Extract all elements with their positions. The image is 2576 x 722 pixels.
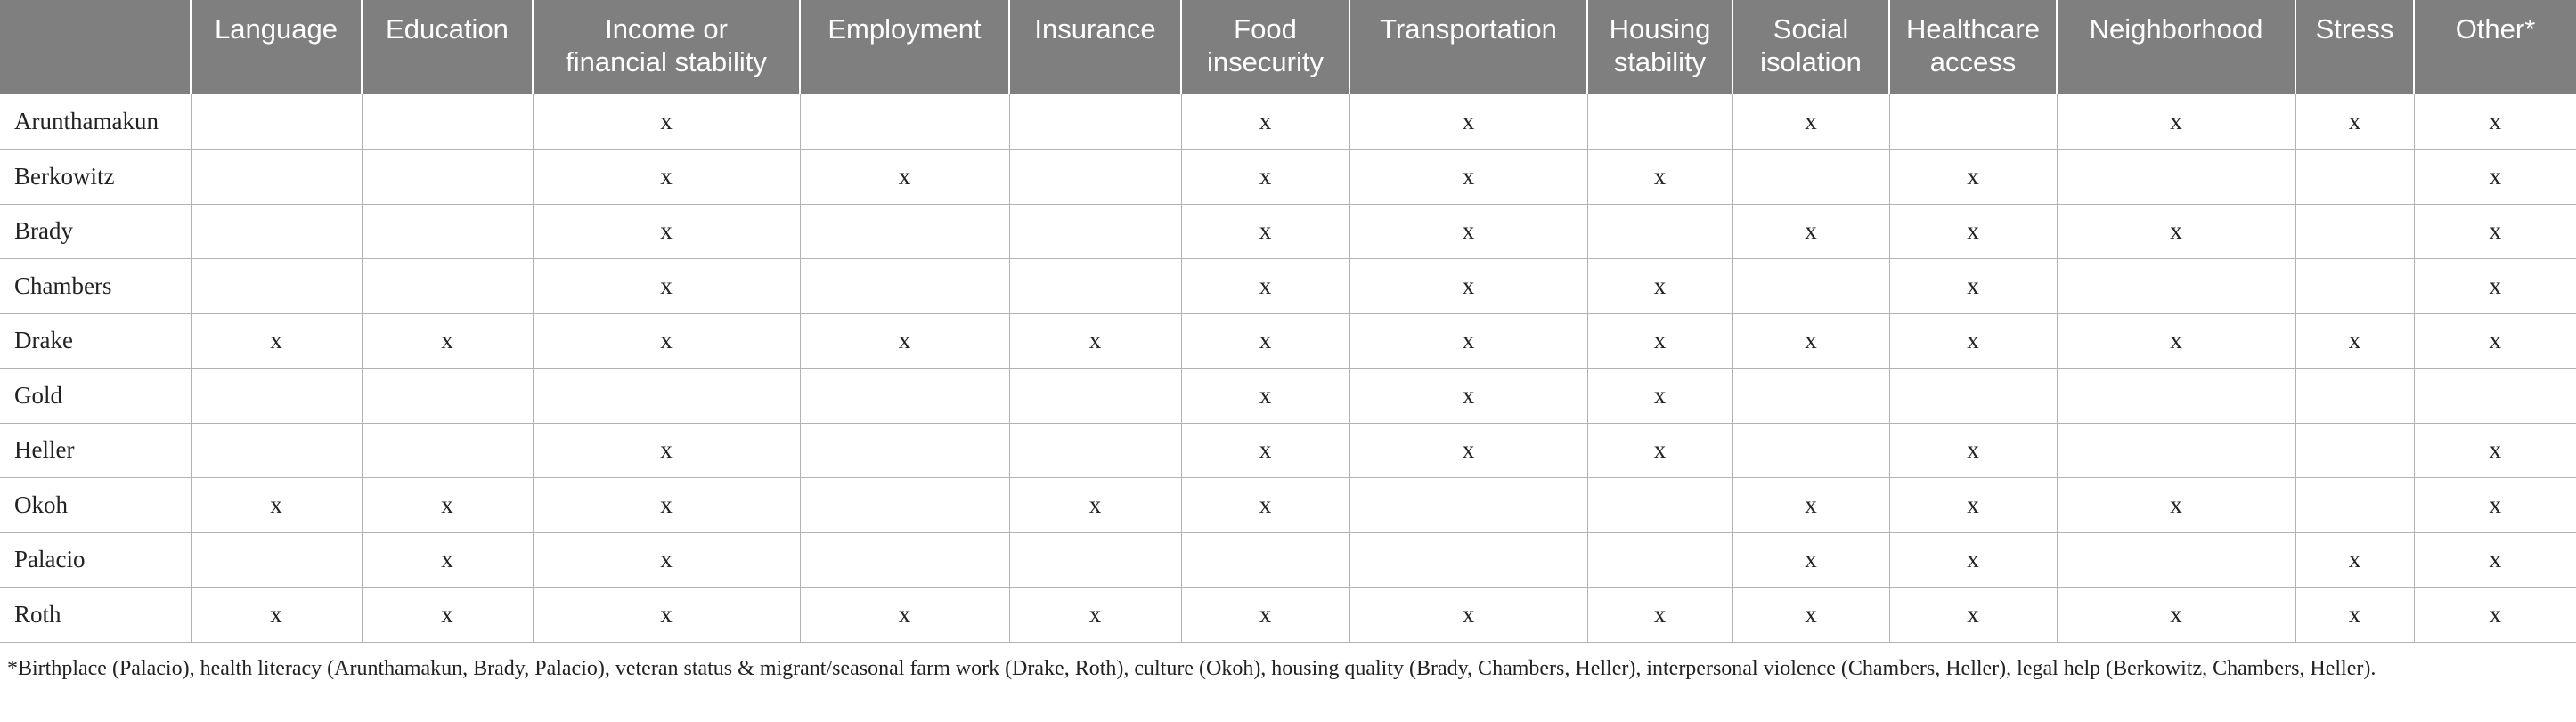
category-mark-cell [1181,532,1349,588]
category-mark-cell: x [2414,532,2576,588]
category-mark-cell [1009,532,1181,588]
category-mark-cell: x [1181,313,1349,369]
category-mark-cell: x [1181,369,1349,424]
category-mark-cell [362,94,533,150]
participant-name-cell: Gold [0,369,191,424]
header-label: financial stability [566,46,767,77]
category-mark-cell: x [1181,204,1349,259]
category-mark-cell: x [1349,369,1587,424]
category-mark-cell: x [1732,313,1889,369]
category-mark-cell [800,94,1009,150]
participant-name-cell: Berkowitz [0,150,191,205]
category-mark-cell: x [1181,150,1349,205]
category-mark-cell: x [1732,532,1889,588]
category-mark-cell [2295,259,2414,314]
category-mark-cell [362,423,533,478]
category-mark-cell: x [1009,478,1181,533]
category-mark-cell: x [2057,313,2295,369]
category-mark-cell [362,259,533,314]
header-cell [1587,0,1732,94]
header-cell [1009,0,1181,94]
participant-name-cell: Chambers [0,259,191,314]
category-mark-cell [1587,532,1732,588]
category-mark-cell [800,532,1009,588]
category-mark-cell: x [533,150,800,205]
category-mark-cell: x [800,150,1009,205]
category-mark-cell [800,259,1009,314]
header-cell [1181,0,1349,94]
category-mark-cell: x [2295,588,2414,643]
category-mark-cell: x [2414,259,2576,314]
category-mark-cell [2057,423,2295,478]
header-label: stability [1613,46,1707,77]
table-footnote: *Birthplace (Palacio), health literacy (Arunthamakun, Brady, Palacio), veteran status & migrant/seasonal farm work (Drake, Roth), culture (Okoh), housing quality (Brady, Chambers, Heller), interpersonal violence (Chambers, Heller), legal help (Berkowitz, Chambers, Heller). [7,657,2376,680]
header-label: insecurity [1207,46,1324,77]
header-label: Housing [1609,13,1711,45]
category-mark-cell: x [533,204,800,259]
category-mark-cell [2057,259,2295,314]
header-label: Stress [2315,13,2394,45]
header-label: Language [215,13,338,45]
header-cell [800,0,1009,94]
header-label: Social [1773,13,1849,45]
category-mark-cell [2295,478,2414,533]
category-mark-cell: x [2414,478,2576,533]
header-label: Neighborhood [2089,13,2263,45]
category-mark-cell: x [2414,313,2576,369]
category-mark-cell [2057,532,2295,588]
category-mark-cell: x [533,532,800,588]
category-mark-cell [2295,369,2414,424]
table-row [0,313,2576,369]
category-mark-cell [191,94,362,150]
header-cell [533,0,800,94]
table-body [0,94,2576,642]
category-mark-cell: x [1349,94,1587,150]
category-mark-cell [1009,369,1181,424]
category-mark-cell: x [191,313,362,369]
category-mark-cell: x [2414,588,2576,643]
category-mark-cell: x [2295,313,2414,369]
category-mark-cell: x [533,423,800,478]
category-mark-cell [1732,150,1889,205]
category-mark-cell: x [1889,204,2057,259]
header-cell [2414,0,2576,94]
header-cell [362,0,533,94]
category-mark-cell [1349,532,1587,588]
table-row [0,150,2576,205]
category-mark-cell: x [1181,94,1349,150]
category-mark-cell [191,423,362,478]
participant-name-cell: Heller [0,423,191,478]
participant-name-cell: Drake [0,313,191,369]
category-mark-cell: x [1889,532,2057,588]
header-cell [2057,0,2295,94]
category-mark-cell: x [1732,204,1889,259]
category-mark-cell: x [1587,313,1732,369]
category-mark-cell [2295,150,2414,205]
category-mark-cell: x [362,478,533,533]
category-mark-cell: x [1889,150,2057,205]
category-mark-cell: x [2295,532,2414,588]
category-mark-cell [2057,369,2295,424]
category-mark-cell [191,369,362,424]
header-label: isolation [1760,46,1862,77]
category-mark-cell [1587,478,1732,533]
category-mark-cell: x [1181,478,1349,533]
category-mark-cell: x [1349,204,1587,259]
category-mark-cell: x [191,588,362,643]
category-mark-cell: x [2414,94,2576,150]
category-mark-cell [1009,423,1181,478]
category-mark-cell: x [1732,478,1889,533]
category-mark-cell: x [2414,204,2576,259]
category-mark-cell: x [2057,94,2295,150]
header-cell [2295,0,2414,94]
table-row [0,423,2576,478]
category-mark-cell [362,369,533,424]
category-mark-cell [1732,259,1889,314]
category-mark-cell: x [1349,313,1587,369]
category-mark-cell [800,369,1009,424]
header-label: Income or [605,13,728,45]
category-mark-cell: x [2414,150,2576,205]
category-mark-cell [800,423,1009,478]
category-mark-cell: x [191,478,362,533]
category-mark-cell: x [1889,478,2057,533]
category-mark-cell: x [1349,150,1587,205]
table-row [0,204,2576,259]
header-cell [1889,0,2057,94]
category-mark-cell: x [1349,588,1587,643]
category-mark-cell: x [1732,94,1889,150]
category-mark-cell: x [1009,588,1181,643]
participant-name-cell: Okoh [0,478,191,533]
category-mark-cell [1587,204,1732,259]
category-mark-cell [2057,150,2295,205]
category-mark-cell: x [533,478,800,533]
header-row [0,0,2576,94]
category-mark-cell: x [1732,588,1889,643]
table-row [0,94,2576,150]
table-row [0,532,2576,588]
category-mark-cell [191,532,362,588]
category-mark-cell: x [1181,588,1349,643]
category-mark-cell [191,259,362,314]
header-cell-participant [0,0,191,94]
header-label: Other* [2455,13,2536,45]
category-mark-cell: x [1587,150,1732,205]
category-mark-cell [362,204,533,259]
header-label: access [1929,46,2017,77]
category-mark-cell: x [1009,313,1181,369]
category-mark-cell: x [800,313,1009,369]
category-mark-cell [191,150,362,205]
header-label: Employment [827,13,982,45]
category-mark-cell: x [2295,94,2414,150]
category-mark-cell: x [1181,423,1349,478]
category-mark-cell [2414,369,2576,424]
header-label: Education [386,13,509,45]
category-mark-cell: x [2414,423,2576,478]
category-mark-cell: x [533,588,800,643]
table-row [0,369,2576,424]
category-mark-cell [1009,150,1181,205]
table-row [0,259,2576,314]
category-mark-cell [1587,94,1732,150]
category-mark-cell: x [2057,478,2295,533]
participant-name-cell: Roth [0,588,191,643]
category-mark-cell: x [1181,259,1349,314]
category-mark-cell [1732,369,1889,424]
table-row [0,478,2576,533]
category-mark-cell [2295,423,2414,478]
participant-name-cell: Brady [0,204,191,259]
category-mark-cell: x [362,532,533,588]
category-mark-cell: x [2057,204,2295,259]
category-mark-cell [800,204,1009,259]
header-cell [1349,0,1587,94]
header-label: Insurance [1034,13,1156,45]
category-mark-cell: x [1587,259,1732,314]
category-mark-cell: x [533,313,800,369]
header-label: Transportation [1380,13,1557,45]
category-mark-cell: x [533,94,800,150]
category-mark-cell [1009,94,1181,150]
category-mark-cell [1009,204,1181,259]
category-mark-cell [1732,423,1889,478]
category-mark-cell: x [362,313,533,369]
category-mark-cell: x [362,588,533,643]
header-cell [1732,0,1889,94]
participant-name-cell: Palacio [0,532,191,588]
header-label: Healthcare [1906,13,2040,45]
category-mark-cell: x [1587,369,1732,424]
category-mark-cell [2295,204,2414,259]
header-label: Food [1234,13,1297,45]
category-mark-cell [1889,94,2057,150]
category-mark-cell: x [1889,423,2057,478]
category-mark-cell: x [1889,259,2057,314]
category-mark-cell: x [1889,313,2057,369]
participant-name-cell: Arunthamakun [0,94,191,150]
category-mark-cell [533,369,800,424]
category-mark-cell: x [1587,423,1732,478]
category-mark-cell [362,150,533,205]
category-mark-cell [191,204,362,259]
header-cell [191,0,362,94]
category-mark-cell [800,478,1009,533]
category-mark-cell [1889,369,2057,424]
category-mark-cell: x [1349,259,1587,314]
category-mark-cell: x [1587,588,1732,643]
category-mark-cell: x [1889,588,2057,643]
category-mark-cell: x [1349,423,1587,478]
category-mark-cell [1349,478,1587,533]
category-mark-cell: x [2057,588,2295,643]
category-mark-cell [1009,259,1181,314]
category-mark-cell: x [533,259,800,314]
table-row [0,588,2576,643]
category-mark-cell: x [800,588,1009,643]
